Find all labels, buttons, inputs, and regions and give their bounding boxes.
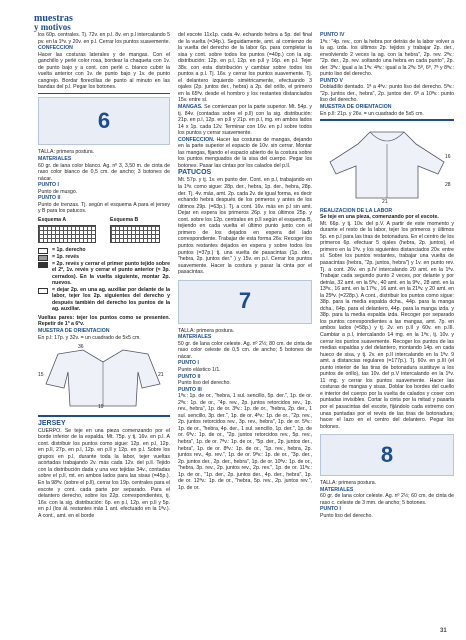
confeccion-heading: CONFECCION — [38, 45, 73, 52]
dim-label: 15 — [38, 372, 44, 379]
jersey-continued-text: del escote 11x1p. cada 4v. echando hebra a 5p. del final de la vuelta (=34p.). Seguidamente, amt. al comienzo de la vuelta del derecho de la labor 6p. para completar la sisa y cont. sobre todos los puntos (=40p.) con la sig. distribución: 12p. en p.l, 12p. en p.ll y 16p. en p.l. Tejer 38v. con esta distribución y cambiar sobre todos los puntos a p.l. Tj. 16v. y cerrar los puntos suavemente. Tj. el delantero izquierdo simétricamente, efectuando 3 ojales (2p. juntos der., hebra) a 2p. del orillo, el primero en la 65ªv. desde el hombro y los restantes distanciados 15v. entre sí. — [178, 32, 312, 104]
punto1-heading: PUNTO I — [320, 506, 341, 513]
orientacion-heading: MUESTRA DE ORIENTACION — [38, 328, 110, 334]
dim-label: 36 — [78, 344, 84, 351]
logo-line1: muestras — [34, 13, 73, 24]
model-number-badge — [38, 97, 170, 145]
confeccion-text: Hacer las costuras de mangas, dejando en la parte superior el espacio de 10v. sin cerrar. Montar las mangas, fijando el espacio abierto de la costura sobre los puntos menguados de la sisa del cuerpo. Pegar los botones. Pasar las cintas por los calados del p.ll. — [178, 136, 312, 169]
punto1-text: Punto de musgo. — [38, 188, 78, 195]
materiales-text: 60 gr. de lana color blanco. Ag. nº 3, 3,50 m. de cinta de raso color blanco de 0,5 cm. de ancho; 3 botones de nácar. — [38, 162, 170, 182]
scheme-a-label: Esquema A — [38, 216, 67, 223]
matinee-schematic-icon — [320, 124, 454, 204]
patucos-text: Mt. 57p. y tj. 1v. en punto der. Cont. en p.l, trabajando en la 1ªv. como sigue: 28p. der., hebra, 1p. der., hebra, 28p. der. Tj. 4v. más, amt. 2p. cada 2v. de igual forma, es decir echando hebra después de los primeros y antes de los últimos 29p. (=63p.). Tj. a cont. 16v. más en p.l sin amt. Dejar en espera los primeros 26p. y los últimos 25p. y cont. sobre los 12p. centrales en p.ll según el esquema B, tejiendo en cada vuelta el último punto junto con el primero de los dejados en espera del lado correspondiente. Trabajar de esta forma 26v. Recoger los puntos restantes dejados en espera y sobre todos los puntos (=37p.) tj. una vuelta de pasacintas (1p. der., "hebra, 2p. juntos der." ) y 15v. en p.l. Cerrar los puntos suavemente. Hacer la costura y pasar la cinta por el pasacintas. — [178, 177, 312, 276]
model-number: 8 — [380, 441, 394, 467]
divider — [38, 415, 170, 417]
dim-label: 16 — [445, 153, 451, 160]
realizacion-text: Mt. 66p. y tj. 10v. del p.V. A partir de este momento y durante el resto de la labor, tejer los primeros y últimos 5p. en p.I para las tiras de botonadura. En el centro de los primeros 6p. efectuar 5 ojales (hebra, 2p. juntos), el primero en la 1ªv. y los siguientes distanciados 20v. entre sí. Sobre los puntos restantes, trabajar una vuelta de pasacintas (hebra, "2p. juntos, hebra") y 1v. en punto rev. Tj. a cont. 26v. en p.IV intercalando 20 amt. en la 1ªv. Trabajar cada segundo punto 2 veces, por delante y por detrás, 32 amt. en la 5ªv., 40 amt. en la 9ªv., 28 amt. en la 13ªv., 16 amt. en la 17ªv., 16 amt. en la 21ªv. y 20 amt. en la 25ªv. (=228p.). A cont., distribuir los puntos como sigue: 38p. para la media espalda dcha., 44p. para la manga dcha., 64p. para el delantero, 44p. para la manga izda. y 38p. para la media espalda izda. Recoger por separado los puntos correspondientes a las mangas, amt. 7p. en ambos lados (=58p.) y tj. 2v. en p.II y 60v. en p.III. Cambiar a p.I, intercalando 14 mg. en la 1ªv., tj. 10v. y cerrar los puntos suavemente. Recoger los puntos de las medias espaldas y del delantero, montando 14p. en cada hueco de sisa, y tj. 2v. en p.II intercalando en la 1ªv. 9 amt. a distancias regulares (=177p.). Tj. 60v. en p.III (el punto interior de las tiras de botonadura sustituye a los puntos de orillo), tas 10v. del p.V intercalando en la 1ªv. 11 mg. y cerrar los puntos suavemente. Hacer las costuras de mangas y sisas. Doblar los bordes del cuello e interior del cuerpo por la vuelta de calados y coser con puntadas invisibles. Cortar la cinta por la mitad y pasarla por el pasacintas del escote, fijándolo cada extremo con unas puntadas por el revés de las tiras de botonadura; hacer el lazo en el centro del delantero. Pegar los botones. — [320, 220, 454, 430]
punto2-heading: PUNTO II — [38, 195, 61, 202]
scheme-b-chart — [110, 225, 160, 243]
dim-label: 19 — [98, 404, 104, 411]
punto1-heading: PUNTO I — [178, 360, 199, 367]
intro-text: los 60p. centrales. Tj. 72v. en p.l. 8v. en p.l intercalando 5 pv. en la 1ªv. y 20v. en p.l. Cerrar los puntos suavemente. — [38, 32, 170, 45]
orientacion-text: En p.l: 17p. y 32v. = un cuadrado de 5x5 cm. — [38, 334, 141, 341]
scheme-b-label: Esquema B — [110, 216, 139, 223]
materiales-heading: MATERIALES — [178, 334, 212, 341]
model-number: 6 — [97, 108, 111, 134]
divider — [320, 119, 454, 121]
divider — [38, 93, 170, 95]
punto4-text: 1ªv.: "4p. rev., con la hebra por detrás de la labor volver a la ag. izda. los últimos 2p. tejidos y trabajar 2p. der., envolviendo 2 veces la ag. con la hebra", 2p. rev. 2ªv.: "2p. der., 2p. rev. soltando una hebra en cada punto", 2p. der. 3ªv.: igual a la 1ªv. 4ªv.: igual a la 2ªv. 5ª, 6ª, 7ª y 8ªv.: punto liso del derecho. — [320, 38, 454, 78]
punto3-heading: PUNTO III — [178, 386, 202, 393]
realizacion-heading: REALIZACION DE LA LABOR — [320, 207, 393, 214]
legend — [38, 247, 170, 312]
materiales-heading: MATERIALES — [38, 155, 72, 162]
legend-text: = 2p. revés y cerrar el primer punto tejido sobre el 2º, 1v. revés y cerrar el punto anterior (= 3p. cerrados). En la vuelta siguiente, montar 2p. nuevos. — [52, 260, 170, 287]
punto1-text: Punto liso del derecho. — [320, 512, 373, 519]
confeccion-heading: CONFECCION. — [178, 136, 215, 143]
punto2-text: Punto de trenzas. Tj. según el esquema A para el jersey y B para los patucos. — [38, 201, 170, 215]
punto1-text: Punto elástico 1/1. — [178, 366, 221, 373]
legend-symbol-icon — [38, 262, 48, 268]
model-number-badge — [320, 434, 454, 476]
punto5-text: Dobladillo dentado. 1ª a 4ªv.: punto liso del derecho. 5ªv.: "2p. juntos der., hebra", 2p. juntos der. 6ª a 10ªv.: punto liso del derecho. — [320, 84, 454, 104]
mangas-text: Se comienzan por la parte superior. Mt. 54p. y tj. 84v. (contadas sobre el p.ll) con la sig. distribución: 21p. en p.l, 12p. en p.ll y 21p. en p.l, mg. en ambos lados 14 x 1p. cada 12v. Terminar con 16v. en p.l sobre todos los puntos y cerrar suavemente. — [178, 104, 312, 137]
schemes — [38, 223, 170, 245]
punto2-heading: PUNTO II — [178, 373, 201, 380]
column-middle — [178, 32, 312, 638]
model-number-badge — [178, 280, 312, 324]
matinee-diagram — [320, 124, 454, 206]
materiales-text: 60 gr. de lana color celeste. Ag. nº 2½; 60 cm. de cinta de raso c. celeste de 3 mm. de ancho; 5 botones. — [320, 493, 454, 506]
legend-text: = 1p. revés — [52, 253, 79, 260]
talla-text: TALLA: primera postura. — [320, 480, 377, 487]
jersey-text: CUERPO. Se teje en una pieza comenzando por el borde inferior de la espalda. Mt. 75p. y tj. 16v. en p.l. A cont. distribuir los puntos como sigue: 12p. en p.l, 12p. en p.ll, 27p. en p.l, 12p. en p.ll y 12p. en p.l. Sobre los grupos en p.l, durante toda la labor, tejer vueltas acortadas trabajando 2v. más cada 12v. del p.ll. Tejido con la distribución dada y una vez tejidas 34v., contadas sobre el p.ll, mt. en ambos lados para las sisas (=45p.). En la 98ªv. (sobre el p.ll), cerrar los 19p. centrales para el escote y cont. cada parte por separado. Para el delantero derecho, sobre los 22p. correspondientes, tj. 16v. con la sig. distribución: 6p. en p.l, 12p. en p.ll y 5p. en p.l (los ál. restantes más 1 ant. efectuado en la 1ªv.). A cont., amt. en el borde — [38, 427, 170, 519]
punto5-heading: PUNTO V — [320, 77, 343, 84]
model-number: 7 — [238, 288, 252, 314]
punto2-text: Punto liso del derecho. — [178, 380, 231, 387]
patucos-heading: PATUCOS — [178, 169, 212, 177]
dim-label: 28 — [445, 181, 451, 188]
jersey-heading: JERSEY — [38, 419, 66, 427]
jersey-diagram — [38, 344, 170, 412]
column-left — [38, 32, 170, 638]
scheme-a-chart — [38, 225, 96, 243]
legend-text: = dejar 2p. en una ag. auxiliar por delante de la labor, tejer los 2p. siguientes del derecho y después también del derecho los puntos de la ag. auxiliar. — [52, 286, 170, 313]
magazine-logo — [34, 14, 73, 32]
talla-text: TALLA: primera postura. — [38, 149, 95, 156]
materiales-heading: MATERIALES — [320, 486, 354, 493]
mangas-heading: MANGAS. — [178, 104, 203, 111]
legend-item — [38, 261, 170, 287]
orientacion-text: En p.ll: 21p. y 26v. = un cuadrado de 5x5 cm. — [320, 110, 424, 117]
punto4-heading: PUNTO IV — [320, 32, 345, 38]
realizacion-subheading: Se teje en una pieza, comenzando por el escote. — [320, 214, 439, 221]
confeccion-text: Hacer las costuras laterales y de mangas. Con el ganchillo y perlé color rosa, bordear la chaqueta con 1v. de punto bajo y a cont. con perlé c. blanco cubrir la vuelta anterior con 1v. de punto bajo y 1v. de punto cangrejo. Bordar florecillas de punto al minuto en las bandas del p.l. Pegar los botones. — [38, 51, 170, 91]
materiales-text: 50 gr. de lana color celeste. Ag. nº 2½; 80 cm. de cinta de raso color celeste de 0,5 cm. de ancho; 5 botones de nácar. — [178, 340, 312, 360]
talla-text: TALLA: primera postura. — [178, 327, 235, 334]
jersey-schematic-icon — [38, 344, 168, 410]
dim-label: 21 — [158, 372, 164, 379]
orientacion-heading: MUESTRA DE ORIENTACION — [320, 104, 392, 111]
legend-text: = 1p. derecho — [52, 247, 86, 254]
dim-label: 21 — [382, 198, 388, 205]
logo-line2: y motivos — [34, 22, 71, 32]
legend-item — [38, 287, 170, 313]
page-number: 31 — [440, 628, 447, 634]
vueltas-text: Vueltas pares: tejer los puntos como se presenten. Repetir de 1ª a 6ªv. — [38, 314, 170, 328]
punto3-text: 1ªv.: 1p. de or., "hebra, 1 sul. sencillo, 5p. der.", 1p. de or. 2ªv.: 1p. de or., "4p. rev., 2p. juntos retorcidos rev., 1p. rev., hebra", 1p. de or. 3ªv.: 1p. de or., "hebra, 2p. der., 1 sul. sencillo, 3p. der.", 1p. de or. 4ªv.: 1p. de or., "2p. rev., 2p. juntos retorcidos rev., 3p. rev., hebra", 1p. de or. 5ªv.: 1p. de or., "hebra, 4p. der., 1 sul. sencillo, 1p. der.", 1p. de or. 6ªv.: 1p. de or., "2p. juntos retorcidos rev., 5p. rev., hebra", 1p. de or. 7ªv.: 1p. de or., "5p. der., 2p. juntos der., hebra", 1p. de or. 8ªv.: 1p. de or., "1p. rev., hebra, 2p. juntos rev., 4p. rev.", 1p. de or. 9ªv.: 1p. de or., "3p. der., 2p. juntos der., 2p. der., hebra", 1p. de or. 10ªv.: 1p. de or., "hebra, 3p. rev., 2p. juntos rev., 2p. rev.", 1p. de or. 11ªv.: 1p. de or., "1p. der., 2p. juntos der., 4p. der., hebra", 1p. de or. 12ªv.: 1p. de or., "hebra, 5p. rev., 2p. juntos rev.", 1p. de or. — [178, 393, 312, 491]
legend-symbol-icon — [38, 288, 48, 294]
column-right — [320, 32, 454, 638]
punto1-heading: PUNTO I — [38, 182, 59, 189]
